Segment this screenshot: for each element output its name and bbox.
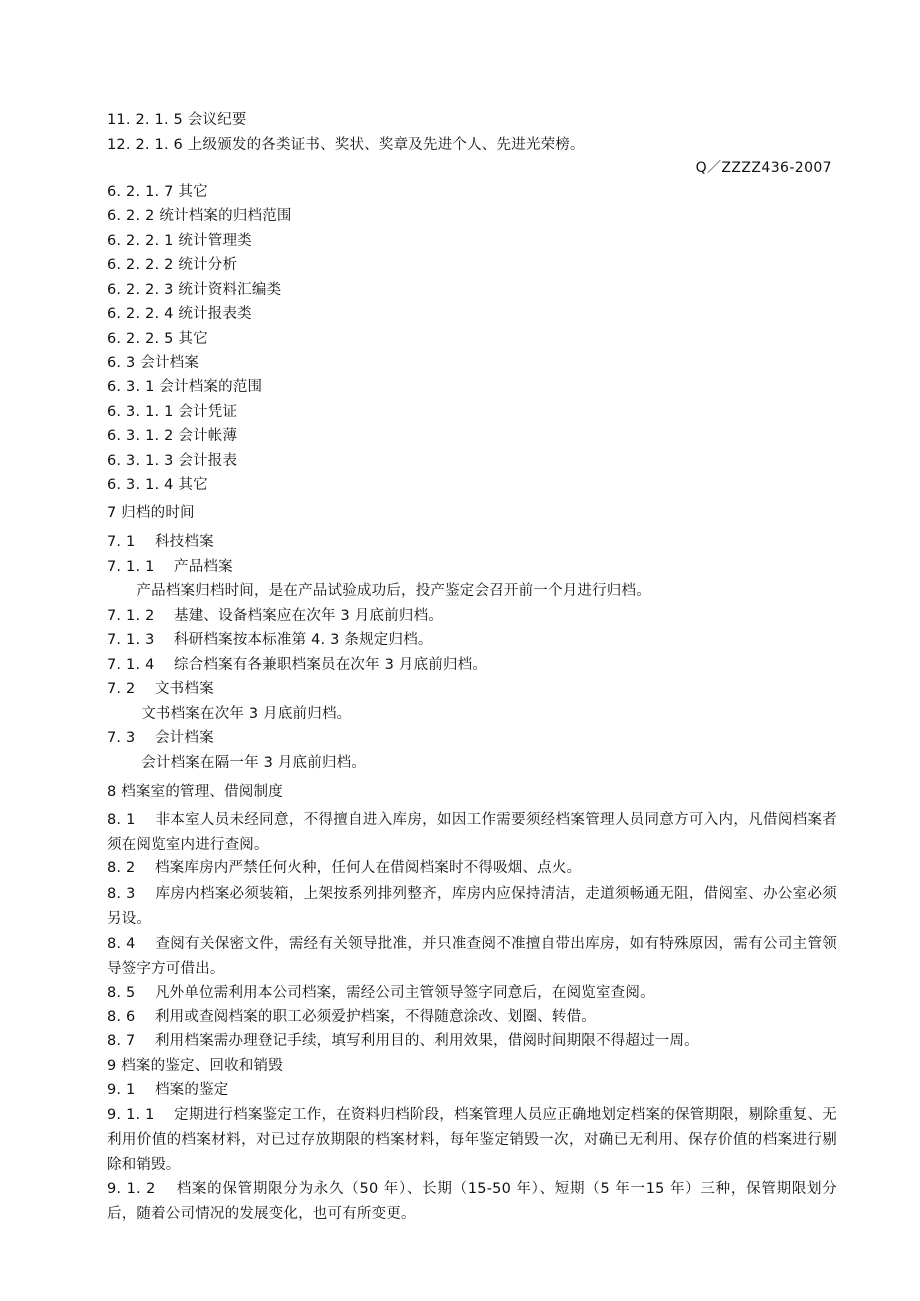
text-line: 6. 3. 1 会计档案的范围 (107, 379, 263, 395)
text-line: 6. 2. 2. 1 统计管理类 (107, 233, 252, 249)
paragraph: 9. 1. 2 档案的保管期限分为永久（50 年）、长期（15-50 年）、短期（5 年一15 年）三种，保管期限划分后，随着公司情况的发展变化，也可有所变更。 (107, 1181, 837, 1222)
text-line: 11. 2. 1. 5 会议纪要 (107, 112, 247, 128)
text-line: 6. 3. 1. 3 会计报表 (107, 453, 238, 469)
text-line: 7. 1 科技档案 (107, 534, 214, 550)
paragraph: 8. 4 查阅有关保密文件，需经有关领导批准，并只准查阅不准擅自带出库房，如有特殊原因，需有公司主管领导签字方可借出。 (107, 936, 837, 977)
section-heading: 7 归档的时间 (107, 505, 195, 521)
text-line: 7. 1. 1 产品档案 (107, 559, 233, 575)
paragraph: 8. 1 非本室人员未经同意，不得擅自进入库房，如因工作需要须经档案管理人员同意方可入内，凡借阅档案者须在阅览室内进行查阅。 (107, 812, 837, 853)
text-line: 7. 1. 2 基建、设备档案应在次年 3 月底前归档。 (107, 608, 443, 624)
text-line: 6. 2. 2. 4 统计报表类 (107, 306, 252, 322)
text-line: 6. 2. 2. 5 其它 (107, 331, 208, 347)
text-line: 7. 3 会计档案 (107, 730, 214, 746)
text-line: 8. 5 凡外单位需利用本公司档案，需经公司主管领导签字同意后，在阅览室查阅。 (107, 985, 655, 1001)
text-line: 6. 2. 2. 3 统计资料汇编类 (107, 282, 282, 298)
text-line: 产品档案归档时间，是在产品试验成功后，投产鉴定会召开前一个月进行归档。 (107, 583, 651, 599)
paragraph: 8. 3 库房内档案必须装箱，上架按系列排列整齐，库房内应保持清洁，走道须畅通无阻，借阅室、办公室必须另设。 (107, 886, 837, 927)
text-line: 6. 3. 1. 4 其它 (107, 477, 208, 493)
text-line: 12. 2. 1. 6 上级颁发的各类证书、奖状、奖章及先进个人、先进光荣榜。 (107, 137, 585, 153)
text-line: 7. 2 文书档案 (107, 681, 214, 697)
text-line: 6. 2. 2 统计档案的归档范围 (107, 208, 292, 224)
text-line: 8. 2 档案库房内严禁任何火种，任何人在借阅档案时不得吸烟、点火。 (107, 860, 582, 876)
text-line: 9. 1 档案的鉴定 (107, 1082, 229, 1098)
text-line: 文书档案在次年 3 月底前归档。 (107, 706, 352, 722)
text-line: 6. 3. 1. 2 会计帐薄 (107, 428, 238, 444)
section-heading: 8 档案室的管理、借阅制度 (107, 784, 283, 800)
text-line: 8. 6 利用或查阅档案的职工必须爱护档案，不得随意涂改、划圈、转借。 (107, 1009, 596, 1025)
text-line: 会计档案在隔一年 3 月底前归档。 (107, 755, 367, 771)
section-heading: 9 档案的鉴定、回收和销毁 (107, 1058, 283, 1074)
document-code: Q／ZZZZ436-2007 (695, 160, 832, 176)
paragraph: 9. 1. 1 定期进行档案鉴定工作，在资料归档阶段，档案管理人员应正确地划定档案的保管期限，剔除重复、无利用价值的档案材料，对已过存放期限的档案材料，每年鉴定销毁一次，对确已无利用、保存价值的档案进行剔除和销毁。 (107, 1107, 837, 1173)
section-heading: 6. 3 会计档案 (107, 355, 200, 371)
text-line: 6. 3. 1. 1 会计凭证 (107, 404, 238, 420)
text-line: 6. 2. 2. 2 统计分析 (107, 257, 238, 273)
text-line: 7. 1. 3 科研档案按本标准第 4. 3 条规定归档。 (107, 632, 433, 648)
text-line: 8. 7 利用档案需办理登记手续，填写利用目的、利用效果，借阅时间期限不得超过一周。 (107, 1033, 699, 1049)
text-line: 7. 1. 4 综合档案有各兼职档案员在次年 3 月底前归档。 (107, 657, 488, 673)
text-line: 6. 2. 1. 7 其它 (107, 184, 208, 200)
